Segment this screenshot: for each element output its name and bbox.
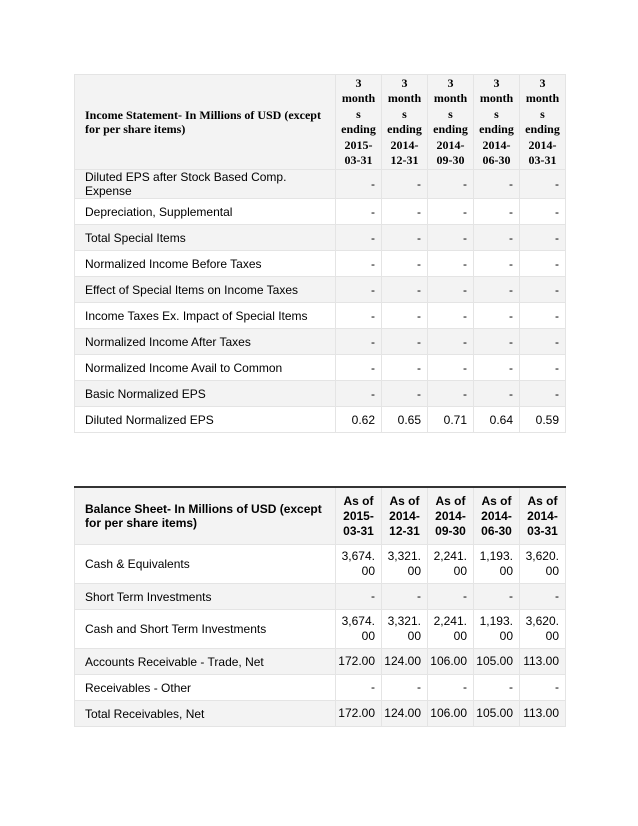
cell-value: - (382, 329, 428, 355)
income-statement-table (74, 74, 566, 433)
cell-value: 106.00 (428, 701, 474, 727)
balance-sheet-table (74, 486, 566, 727)
income-column-header: 3 month s ending 2014- 09-30 (428, 75, 474, 170)
cell-value: - (520, 170, 566, 199)
income-column-header: 3 month s ending 2014- 06-30 (474, 75, 520, 170)
income-column-header: 3 month s ending 2014- 12-31 (382, 75, 428, 170)
cell-value: - (520, 329, 566, 355)
cell-value: 2,241. 00 (428, 545, 474, 584)
cell-value: - (428, 381, 474, 407)
cell-value: 3,620. 00 (520, 545, 566, 584)
table-row (75, 407, 566, 433)
cell-value: - (520, 355, 566, 381)
cell-value: - (428, 675, 474, 701)
cell-value: - (336, 225, 382, 251)
cell-value: - (428, 584, 474, 610)
balance-sheet-title: Balance Sheet- In Millions of USD (except for per share items) (75, 487, 336, 545)
table-row (75, 545, 566, 584)
cell-value: - (336, 199, 382, 225)
row-label: Normalized Income Avail to Common (75, 355, 336, 381)
income-header-row (75, 75, 566, 170)
row-label: Depreciation, Supplemental (75, 199, 336, 225)
cell-value: - (336, 170, 382, 199)
cell-value: - (520, 251, 566, 277)
cell-value: - (520, 277, 566, 303)
cell-value: - (382, 170, 428, 199)
cell-value: 106.00 (428, 649, 474, 675)
cell-value: 105.00 (474, 701, 520, 727)
cell-value: 0.71 (428, 407, 474, 433)
balance-column-header: As of 2014- 06-30 (474, 487, 520, 545)
row-label: Diluted EPS after Stock Based Comp. Expense (75, 170, 336, 199)
cell-value: - (336, 381, 382, 407)
cell-value: - (336, 675, 382, 701)
cell-value: - (474, 675, 520, 701)
cell-value: 172.00 (336, 701, 382, 727)
row-label: Diluted Normalized EPS (75, 407, 336, 433)
income-column-header: 3 month s ending 2015- 03-31 (336, 75, 382, 170)
cell-value: 3,321. 00 (382, 610, 428, 649)
cell-value: - (474, 584, 520, 610)
table-row (75, 199, 566, 225)
cell-value: 3,674. 00 (336, 610, 382, 649)
cell-value: 0.59 (520, 407, 566, 433)
cell-value: 124.00 (382, 701, 428, 727)
table-row (75, 584, 566, 610)
row-label: Normalized Income Before Taxes (75, 251, 336, 277)
table-row (75, 675, 566, 701)
row-label: Cash & Equivalents (75, 545, 336, 584)
cell-value: - (336, 584, 382, 610)
cell-value: 0.65 (382, 407, 428, 433)
table-row (75, 701, 566, 727)
cell-value: - (474, 355, 520, 381)
cell-value: - (428, 170, 474, 199)
cell-value: - (428, 303, 474, 329)
cell-value: - (382, 381, 428, 407)
table-row (75, 251, 566, 277)
row-label: Total Receivables, Net (75, 701, 336, 727)
table-row (75, 649, 566, 675)
row-label: Receivables - Other (75, 675, 336, 701)
cell-value: - (382, 199, 428, 225)
table-row (75, 381, 566, 407)
cell-value: 113.00 (520, 649, 566, 675)
cell-value: - (474, 277, 520, 303)
balance-column-header: As of 2014- 12-31 (382, 487, 428, 545)
cell-value: 1,193. 00 (474, 545, 520, 584)
cell-value: - (474, 303, 520, 329)
balance-header-row (75, 487, 566, 545)
cell-value: - (428, 199, 474, 225)
cell-value: - (474, 381, 520, 407)
cell-value: - (382, 675, 428, 701)
cell-value: - (520, 225, 566, 251)
cell-value: 0.64 (474, 407, 520, 433)
cell-value: - (520, 303, 566, 329)
cell-value: - (428, 251, 474, 277)
cell-value: 0.62 (336, 407, 382, 433)
cell-value: - (474, 170, 520, 199)
row-label: Cash and Short Term Investments (75, 610, 336, 649)
row-label: Total Special Items (75, 225, 336, 251)
cell-value: 3,620. 00 (520, 610, 566, 649)
cell-value: - (336, 303, 382, 329)
cell-value: - (474, 199, 520, 225)
cell-value: - (428, 225, 474, 251)
cell-value: - (428, 355, 474, 381)
table-row (75, 303, 566, 329)
cell-value: - (382, 251, 428, 277)
income-column-header: 3 month s ending 2014- 03-31 (520, 75, 566, 170)
balance-column-header: As of 2014- 03-31 (520, 487, 566, 545)
cell-value: - (520, 381, 566, 407)
cell-value: 105.00 (474, 649, 520, 675)
cell-value: - (428, 329, 474, 355)
cell-value: - (428, 277, 474, 303)
table-row (75, 225, 566, 251)
row-label: Normalized Income After Taxes (75, 329, 336, 355)
balance-column-header: As of 2015- 03-31 (336, 487, 382, 545)
cell-value: 3,321. 00 (382, 545, 428, 584)
cell-value: - (520, 584, 566, 610)
row-label: Income Taxes Ex. Impact of Special Items (75, 303, 336, 329)
balance-column-header: As of 2014- 09-30 (428, 487, 474, 545)
cell-value: - (382, 355, 428, 381)
cell-value: - (474, 251, 520, 277)
income-statement-title: Income Statement- In Millions of USD (except for per share items) (75, 75, 336, 170)
cell-value: - (520, 675, 566, 701)
cell-value: - (336, 277, 382, 303)
cell-value: - (336, 355, 382, 381)
cell-value: - (382, 277, 428, 303)
row-label: Accounts Receivable - Trade, Net (75, 649, 336, 675)
table-row (75, 355, 566, 381)
table-row (75, 170, 566, 199)
cell-value: 172.00 (336, 649, 382, 675)
cell-value: - (336, 251, 382, 277)
cell-value: - (520, 199, 566, 225)
cell-value: - (474, 329, 520, 355)
cell-value: - (382, 303, 428, 329)
row-label: Short Term Investments (75, 584, 336, 610)
cell-value: 1,193. 00 (474, 610, 520, 649)
table-row (75, 610, 566, 649)
cell-value: - (382, 225, 428, 251)
table-row (75, 277, 566, 303)
cell-value: - (336, 329, 382, 355)
cell-value: 3,674. 00 (336, 545, 382, 584)
cell-value: - (382, 584, 428, 610)
cell-value: 124.00 (382, 649, 428, 675)
row-label: Effect of Special Items on Income Taxes (75, 277, 336, 303)
row-label: Basic Normalized EPS (75, 381, 336, 407)
cell-value: 113.00 (520, 701, 566, 727)
cell-value: - (474, 225, 520, 251)
cell-value: 2,241. 00 (428, 610, 474, 649)
table-row (75, 329, 566, 355)
